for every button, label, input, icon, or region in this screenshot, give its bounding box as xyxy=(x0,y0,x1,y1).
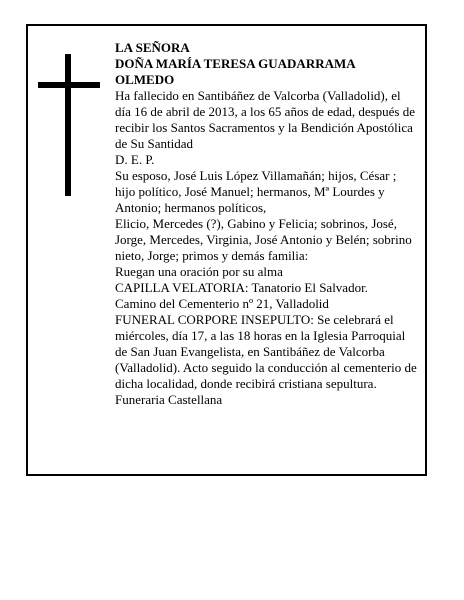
chapel-location: CAPILLA VELATORIA: Tanatorio El Salvador. xyxy=(115,280,368,295)
cross-icon xyxy=(38,54,100,196)
family-mourners-2: Elicio, Mercedes (?), Gabino y Felicia; sobrinos, José, Jorge, Mercedes, Virginia, José Antonio y Belén; sobrino nieto, Jorge; primos y demás familia: xyxy=(115,216,412,263)
funeral-home: Funeraria Castellana xyxy=(115,392,223,407)
chapel-address: Camino del Cementerio nº 21, Valladolid xyxy=(115,296,329,311)
funeral-details: FUNERAL CORPORE INSEPULTO: Se celebrará el miércoles, día 17, a las 18 horas en la Iglesia Parroquial de San Juan Evangelista, en Santibáñez de Valcorba (Valladolid). Acto seguido la conducción al cementerio de dicha localidad, donde recibirá cristiana sepultura. xyxy=(115,312,417,391)
rip-text: D. E. P. xyxy=(115,152,155,167)
deceased-name-line-1: DOÑA MARÍA TERESA GUADARRAMA xyxy=(115,56,356,71)
prayer-request: Ruegan una oración por su alma xyxy=(115,264,283,279)
deceased-name-line-2: OLMEDO xyxy=(115,72,175,87)
cross-vertical-bar xyxy=(65,54,71,196)
cross-horizontal-bar xyxy=(38,82,100,88)
family-mourners-1: Su esposo, José Luis López Villamañán; hijos, César ; hijo político, José Manuel; hermanos, Mª Lourdes y Antonio; hermanos políticos, xyxy=(115,168,397,215)
death-announcement: Ha fallecido en Santibáñez de Valcorba (Valladolid), el día 16 de abril de 2013, a los 65 años de edad, después de recibir los Santos Sacramentos y la Bendición Apostólica de Su Santidad xyxy=(115,88,416,151)
obituary-text xyxy=(115,40,417,408)
notice-heading: LA SEÑORA xyxy=(115,40,190,55)
